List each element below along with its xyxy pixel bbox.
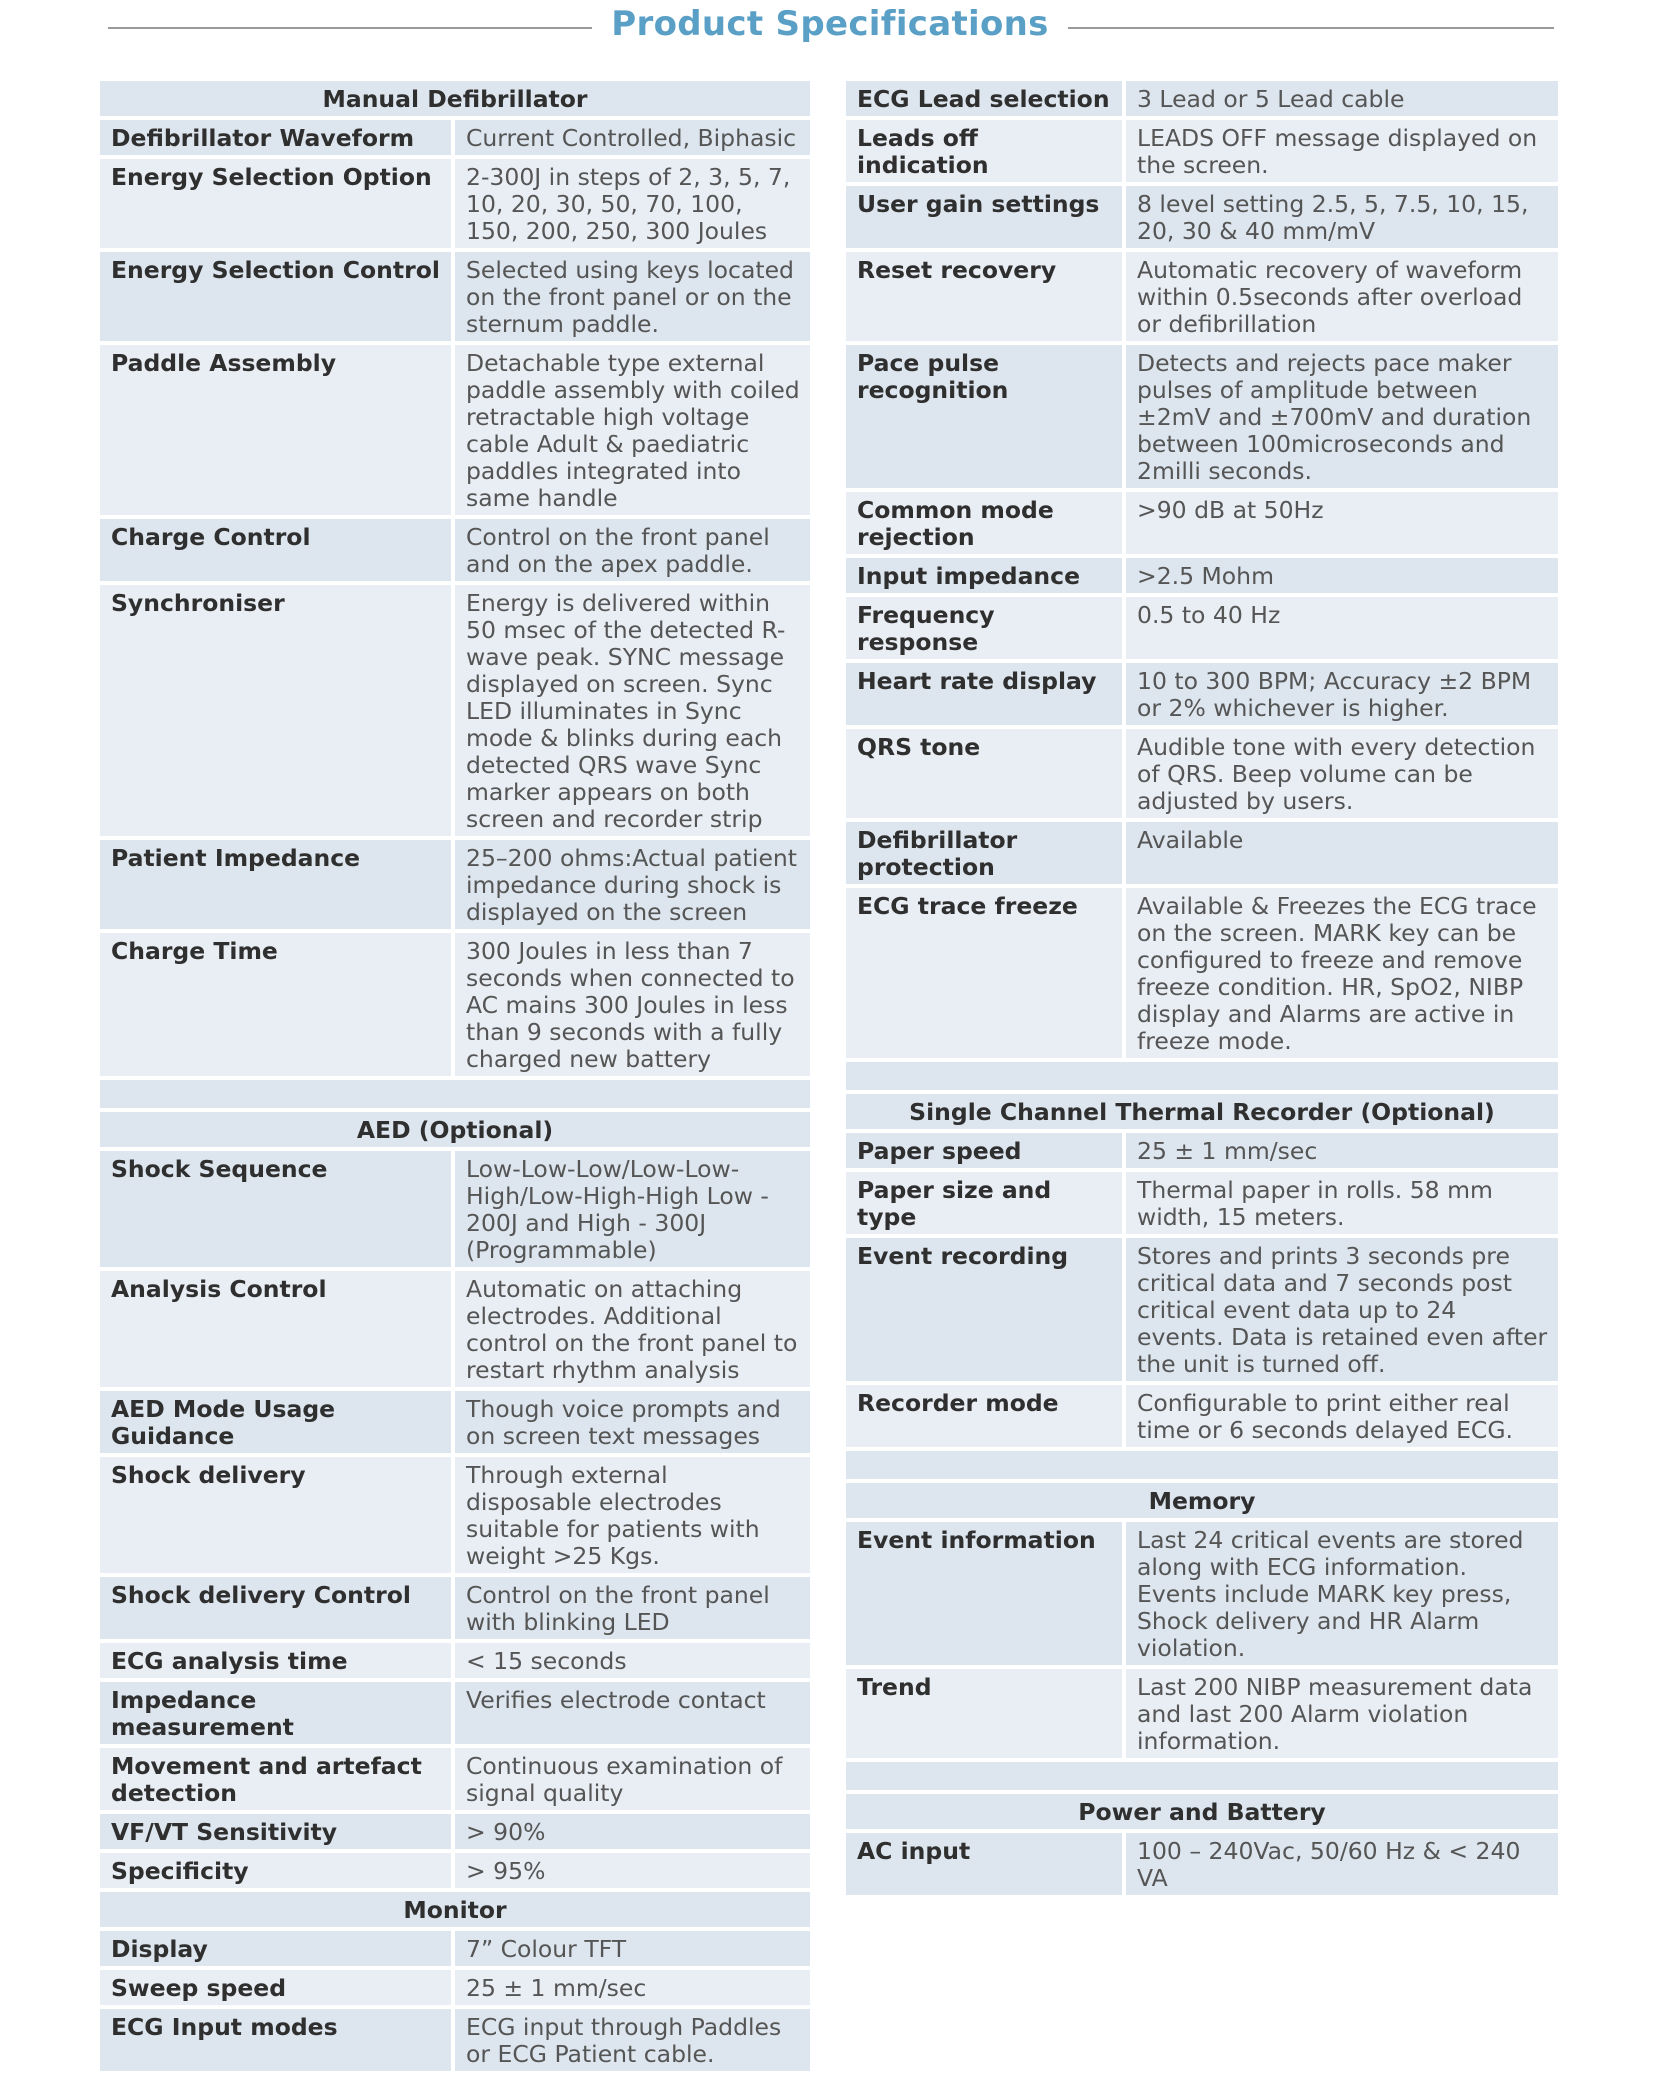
spec-row-paper-size-and-type (846, 1172, 1558, 1234)
spec-value: Available & Freezes the ECG trace on the screen. MARK key can be configured to freeze and remove freeze condition. HR, SpO2, NIBP display and Alarms are active in freeze mode. (1126, 888, 1558, 1058)
spec-value: Audible tone with every detection of QRS. Beep volume can be adjusted by users. (1126, 729, 1558, 818)
spec-label: Defibrillator Waveform (100, 120, 455, 155)
spec-label: Defibrillator protection (846, 822, 1126, 884)
spec-value: Current Controlled, Biphasic (455, 120, 810, 155)
spec-label: VF/VT Sensitivity (100, 1814, 455, 1849)
spec-row-charge-control (100, 519, 810, 581)
spec-value: Automatic recovery of waveform within 0.5seconds after overload or defibrillation (1126, 252, 1558, 341)
spec-value: 100 – 240Vac, 50/60 Hz & < 240 VA (1126, 1833, 1558, 1895)
spec-row-aed-mode-usage-guidance (100, 1391, 810, 1453)
spec-row-patient-impedance (100, 840, 810, 929)
spec-row-reset-recovery (846, 252, 1558, 341)
spec-value: Low-Low-Low/Low-Low-High/Low-High-High Low - 200J and High - 300J (Programmable) (455, 1151, 810, 1267)
spec-label: ECG Lead selection (846, 81, 1126, 116)
section-header-single-channel-thermal-recorder-optional (846, 1094, 1558, 1129)
spec-row-heart-rate-display (846, 663, 1558, 725)
spec-label: Shock Sequence (100, 1151, 455, 1267)
spec-label: Specificity (100, 1853, 455, 1888)
spec-label: ECG Input modes (100, 2009, 455, 2071)
spec-row-impedance-measurement (100, 1682, 810, 1744)
spec-label: Frequency response (846, 597, 1126, 659)
spec-row-event-information (846, 1522, 1558, 1665)
spec-row-pace-pulse-recognition (846, 345, 1558, 488)
spec-row-recorder-mode (846, 1385, 1558, 1447)
page-header (0, 0, 1654, 60)
spec-label: Recorder mode (846, 1385, 1126, 1447)
spec-value: Detachable type external paddle assembly with coiled retractable high voltage cable Adult & paediatric paddles integrated into same handle (455, 345, 810, 515)
spec-value: 3 Lead or 5 Lead cable (1126, 81, 1558, 116)
spec-value: 10 to 300 BPM; Accuracy ±2 BPM or 2% whichever is higher. (1126, 663, 1558, 725)
spec-label: ECG trace freeze (846, 888, 1126, 1058)
spec-value: Thermal paper in rolls. 58 mm width, 15 meters. (1126, 1172, 1558, 1234)
spec-value: Stores and prints 3 seconds pre critical data and 7 seconds post critical event data up to 24 events. Data is retained even after the unit is turned off. (1126, 1238, 1558, 1381)
spec-label: Display (100, 1931, 455, 1966)
spec-value: > 90% (455, 1814, 810, 1849)
right-spec-column (846, 81, 1558, 1899)
spacer-cell (846, 1451, 1558, 1479)
section-spacer (846, 1762, 1558, 1790)
spec-value: 7” Colour TFT (455, 1931, 810, 1966)
spec-row-frequency-response (846, 597, 1558, 659)
spec-value: Through external disposable electrodes suitable for patients with weight >25 Kgs. (455, 1457, 810, 1573)
spec-value: ECG input through Paddles or ECG Patient cable. (455, 2009, 810, 2071)
spec-value: Though voice prompts and on screen text messages (455, 1391, 810, 1453)
spec-value: 300 Joules in less than 7 seconds when connected to AC mains 300 Joules in less than 9 seconds with a fully charged new battery (455, 933, 810, 1076)
spec-row-vf-vt-sensitivity (100, 1814, 810, 1849)
section-spacer (846, 1062, 1558, 1090)
section-header-aed-optional (100, 1112, 810, 1147)
spec-row-movement-and-artefact-detection (100, 1748, 810, 1810)
spec-row-qrs-tone (846, 729, 1558, 818)
spec-row-user-gain-settings (846, 186, 1558, 248)
spec-row-analysis-control (100, 1271, 810, 1387)
spec-label: Shock delivery (100, 1457, 455, 1573)
left-spec-column (100, 81, 810, 2075)
spec-row-charge-time (100, 933, 810, 1076)
section-spacer (846, 1451, 1558, 1479)
spec-label: AC input (846, 1833, 1126, 1895)
spec-value: Last 24 critical events are stored along with ECG information. Events include MARK key press, Shock delivery and HR Alarm violation. (1126, 1522, 1558, 1665)
spec-label: User gain settings (846, 186, 1126, 248)
section-title: Power and Battery (846, 1794, 1558, 1829)
spec-label: Paper speed (846, 1133, 1126, 1168)
section-spacer (100, 1080, 810, 1108)
spec-row-input-impedance (846, 558, 1558, 593)
spec-row-common-mode-rejection (846, 492, 1558, 554)
spec-row-trend (846, 1669, 1558, 1758)
spec-row-ecg-input-modes (100, 2009, 810, 2071)
section-title: Memory (846, 1483, 1558, 1518)
spec-row-ecg-lead-selection (846, 81, 1558, 116)
spacer-cell (100, 1080, 810, 1108)
spec-value: LEADS OFF message displayed on the screen. (1126, 120, 1558, 182)
spec-label: ECG analysis time (100, 1643, 455, 1678)
spec-label: Energy Selection Option (100, 159, 455, 248)
spec-label: Leads off indication (846, 120, 1126, 182)
spec-value: Detects and rejects pace maker pulses of amplitude between ±2mV and ±700mV and duration between 100microseconds and 2milli seconds. (1126, 345, 1558, 488)
spec-label: Analysis Control (100, 1271, 455, 1387)
spec-row-display (100, 1931, 810, 1966)
spec-label: Event recording (846, 1238, 1126, 1381)
spec-label: Shock delivery Control (100, 1577, 455, 1639)
spec-label: Paper size and type (846, 1172, 1126, 1234)
spec-label: Heart rate display (846, 663, 1126, 725)
spec-row-shock-delivery (100, 1457, 810, 1573)
spec-label: Paddle Assembly (100, 345, 455, 515)
spec-row-synchroniser (100, 585, 810, 836)
spec-row-shock-sequence (100, 1151, 810, 1267)
header-rule-left (108, 27, 592, 29)
spec-value: 0.5 to 40 Hz (1126, 597, 1558, 659)
spec-value: 8 level setting 2.5, 5, 7.5, 10, 15, 20, 30 & 40 mm/mV (1126, 186, 1558, 248)
spec-row-defibrillator-waveform (100, 120, 810, 155)
spec-value: > 95% (455, 1853, 810, 1888)
header-rule-right (1068, 27, 1554, 29)
section-header-monitor (100, 1892, 810, 1927)
spec-row-energy-selection-control (100, 252, 810, 341)
section-header-memory (846, 1483, 1558, 1518)
spec-value: Energy is delivered within 50 msec of the detected R-wave peak. SYNC message displayed on screen. Sync LED illuminates in Sync mode & blinks during each detected QRS wave Sync marker appears on both screen and recorder strip (455, 585, 810, 836)
spec-row-event-recording (846, 1238, 1558, 1381)
spec-label: Input impedance (846, 558, 1126, 593)
spec-label: Common mode rejection (846, 492, 1126, 554)
spec-value: 2-300J in steps of 2, 3, 5, 7, 10, 20, 30, 50, 70, 100, 150, 200, 250, 300 Joules (455, 159, 810, 248)
spec-value: Automatic on attaching electrodes. Additional control on the front panel to restart rhythm analysis (455, 1271, 810, 1387)
spec-value: Continuous examination of signal quality (455, 1748, 810, 1810)
spec-row-shock-delivery-control (100, 1577, 810, 1639)
section-header-manual-defibrillator (100, 81, 810, 116)
spec-value: Selected using keys located on the front panel or on the sternum paddle. (455, 252, 810, 341)
spec-label: Pace pulse recognition (846, 345, 1126, 488)
spec-row-energy-selection-option (100, 159, 810, 248)
section-title: Monitor (100, 1892, 810, 1927)
spec-row-ac-input (846, 1833, 1558, 1895)
spec-value: Control on the front panel and on the apex paddle. (455, 519, 810, 581)
spec-row-specificity (100, 1853, 810, 1888)
spec-label: Sweep speed (100, 1970, 455, 2005)
spec-row-paddle-assembly (100, 345, 810, 515)
spec-label: Energy Selection Control (100, 252, 455, 341)
spec-label: Synchroniser (100, 585, 455, 836)
right-spec-table (846, 77, 1558, 1899)
page-title: Product Specifications (611, 4, 1049, 44)
spec-value: Control on the front panel with blinking LED (455, 1577, 810, 1639)
section-title: Manual Defibrillator (100, 81, 810, 116)
section-title: AED (Optional) (100, 1112, 810, 1147)
spec-value: Verifies electrode contact (455, 1682, 810, 1744)
spacer-cell (846, 1062, 1558, 1090)
spec-value: Configurable to print either real time or 6 seconds delayed ECG. (1126, 1385, 1558, 1447)
spec-row-ecg-analysis-time (100, 1643, 810, 1678)
spec-label: AED Mode Usage Guidance (100, 1391, 455, 1453)
spec-value: >2.5 Mohm (1126, 558, 1558, 593)
spec-row-defibrillator-protection (846, 822, 1558, 884)
spec-value: < 15 seconds (455, 1643, 810, 1678)
left-spec-table (100, 77, 810, 2075)
section-header-power-and-battery (846, 1794, 1558, 1829)
spec-label: QRS tone (846, 729, 1126, 818)
spec-label: Reset recovery (846, 252, 1126, 341)
section-title: Single Channel Thermal Recorder (Optional) (846, 1094, 1558, 1129)
spec-label: Trend (846, 1669, 1126, 1758)
spec-value: Last 200 NIBP measurement data and last 200 Alarm violation information. (1126, 1669, 1558, 1758)
spec-value: 25 ± 1 mm/sec (455, 1970, 810, 2005)
spec-row-paper-speed (846, 1133, 1558, 1168)
spec-value: 25–200 ohms:Actual patient impedance during shock is displayed on the screen (455, 840, 810, 929)
spec-label: Patient Impedance (100, 840, 455, 929)
spec-label: Charge Time (100, 933, 455, 1076)
spec-label: Charge Control (100, 519, 455, 581)
spec-value: 25 ± 1 mm/sec (1126, 1133, 1558, 1168)
spec-row-leads-off-indication (846, 120, 1558, 182)
spec-value: Available (1126, 822, 1558, 884)
spec-label: Movement and artefact detection (100, 1748, 455, 1810)
spacer-cell (846, 1762, 1558, 1790)
spec-label: Event information (846, 1522, 1126, 1665)
spec-row-ecg-trace-freeze (846, 888, 1558, 1058)
spec-value: >90 dB at 50Hz (1126, 492, 1558, 554)
spec-row-sweep-speed (100, 1970, 810, 2005)
spec-label: Impedance measurement (100, 1682, 455, 1744)
